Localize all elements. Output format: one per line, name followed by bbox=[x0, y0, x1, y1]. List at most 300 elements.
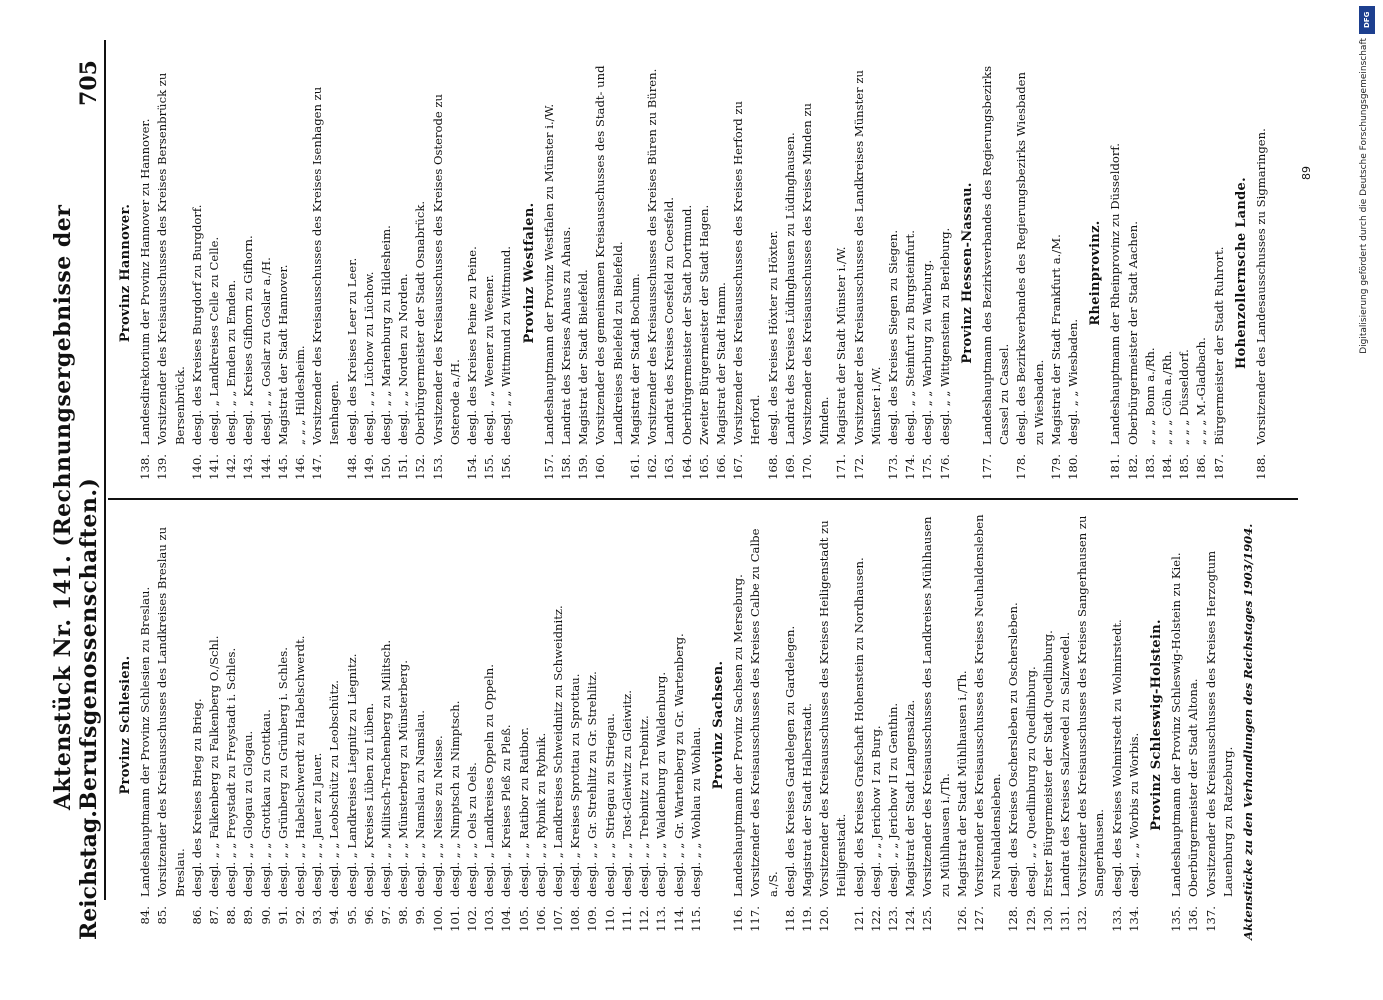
entry-number: 85. bbox=[155, 906, 170, 925]
entry-text: desgl. des Kreises Brieg zu Brieg. bbox=[189, 698, 204, 897]
list-item bbox=[258, 510, 275, 940]
list-item bbox=[816, 510, 850, 940]
section-heading: Rheinprovinz. bbox=[1088, 220, 1104, 326]
entry-text: desgl. „ „ Freystadt zu Freystadt i. Schles. bbox=[224, 647, 239, 897]
entry-number: 152. bbox=[413, 454, 428, 480]
entry-text: desgl. „ „ Quedlinburg zu Quedlinburg. bbox=[1023, 666, 1038, 897]
list-item bbox=[292, 510, 309, 940]
entry-text: Magistrat der Stadt Bochum. bbox=[627, 273, 642, 445]
entry-number: 130. bbox=[1040, 906, 1055, 932]
entry-number: 137. bbox=[1203, 906, 1218, 932]
entry-text: desgl. „ „ Worbis zu Worbis. bbox=[1126, 732, 1141, 897]
section-heading: Provinz Sachsen. bbox=[710, 660, 726, 790]
list-item bbox=[1125, 58, 1142, 488]
entry-text: Vorsitzender des Kreisausschusses des Landkreises Münster zu Münster i./W. bbox=[851, 70, 883, 445]
list-item bbox=[430, 510, 447, 940]
list-item bbox=[1142, 58, 1159, 488]
list-item bbox=[833, 58, 850, 488]
entry-number: 99. bbox=[413, 906, 428, 925]
entry-text: „ „ „ Bonn a./Rh. bbox=[1142, 347, 1157, 445]
entry-text: Vorsitzender des Kreisausschusses des Kreises Herzogtum Lauenburg zu Ratzeburg. bbox=[1203, 550, 1235, 897]
entry-number: 170. bbox=[799, 454, 814, 480]
entry-text: „ „ „ Cöln a./Rh. bbox=[1159, 350, 1174, 445]
entry-text: Landesdirektorium der Provinz Hannover zu Hannover. bbox=[138, 118, 153, 445]
entry-text: desgl. „ „ Jauer zu Jauer. bbox=[310, 752, 325, 897]
entry-text: desgl. „ Landkreises Oppeln zu Oppeln. bbox=[482, 664, 497, 897]
list-item bbox=[979, 58, 1013, 488]
entry-text: desgl. „ „ Warburg zu Warburg. bbox=[920, 259, 935, 445]
entry-number: 171. bbox=[834, 454, 849, 480]
list-item bbox=[498, 58, 515, 488]
entry-number: 129. bbox=[1023, 906, 1038, 932]
entry-number: 124. bbox=[903, 906, 918, 932]
entry-number: 143. bbox=[241, 454, 256, 480]
entry-text: desgl. „ „ Glogau zu Glogau. bbox=[241, 730, 256, 897]
entry-number: 182. bbox=[1125, 454, 1140, 480]
entry-number: 142. bbox=[224, 454, 239, 480]
list-item bbox=[309, 510, 326, 940]
entry-text: Vorsitzender des gemeinsamen Kreisausschusses des Stadt- und Landkreises Bielefeld zu Bielefeld. bbox=[593, 65, 625, 445]
entry-number: 175. bbox=[920, 454, 935, 480]
list-item bbox=[240, 510, 257, 940]
header-page-number: 705 bbox=[76, 60, 102, 106]
entry-number: 119. bbox=[799, 906, 814, 932]
entry-text: Magistrat der Stadt Langensalza. bbox=[903, 699, 918, 897]
entry-number: 146. bbox=[293, 454, 308, 480]
entry-text: Oberbürgermeister der Stadt Dortmund. bbox=[679, 204, 694, 445]
entry-text: desgl. des Kreises Wolmirstedt zu Wolmirstedt. bbox=[1109, 619, 1124, 897]
entry-text: desgl. „ „ Gr. Wartenberg zu Gr. Wartenberg. bbox=[671, 633, 686, 897]
list-item bbox=[154, 58, 188, 488]
entry-number: 172. bbox=[851, 454, 866, 480]
entry-text: desgl. „ Landkreises Schweidnitz zu Schweidnitz. bbox=[551, 605, 566, 897]
entry-number: 118. bbox=[782, 906, 797, 932]
list-item bbox=[533, 510, 550, 940]
entry-text: Magistrat der Stadt Bielefeld. bbox=[576, 269, 591, 445]
list-item bbox=[584, 510, 601, 940]
entry-number: 145. bbox=[275, 454, 290, 480]
entry-text: desgl. „ „ Steinfurt zu Burgsteinfurt. bbox=[903, 230, 918, 445]
entry-number: 93. bbox=[310, 906, 325, 925]
entry-text: desgl. „ „ Leobschütz zu Leobschütz. bbox=[327, 680, 342, 897]
entry-text: Zweiter Bürgermeister der Stadt Hagen. bbox=[696, 204, 711, 445]
entry-number: 140. bbox=[189, 454, 204, 480]
entry-number: 107. bbox=[551, 906, 566, 932]
entry-text: Landeshauptmann des Bezirksverbandes des Regierungsbezirks Cassel zu Cassel. bbox=[979, 65, 1012, 445]
entry-text: Bürgermeister der Stadt Ruhrort. bbox=[1211, 246, 1226, 445]
entry-number: 112. bbox=[637, 906, 652, 932]
list-item bbox=[713, 58, 730, 488]
column-divider bbox=[108, 498, 1298, 500]
list-item bbox=[1126, 510, 1143, 940]
entry-text: desgl. „ „ Norden zu Norden. bbox=[396, 273, 411, 445]
entry-number: 90. bbox=[258, 906, 273, 925]
entry-text: Magistrat der Stadt Hannover. bbox=[275, 264, 290, 445]
entry-text: desgl. „ „ Gr. Strehlitz zu Gr. Strehlitz. bbox=[585, 671, 600, 897]
entry-number: 126. bbox=[954, 906, 969, 932]
list-item bbox=[1253, 58, 1270, 488]
entry-text: desgl. „ „ Trebnitz zu Trebnitz. bbox=[637, 715, 652, 897]
entry-number: 128. bbox=[1006, 906, 1021, 932]
entry-text: Magistrat der Stadt Mühlhausen i./Th. bbox=[954, 670, 969, 897]
entry-number: 132. bbox=[1075, 906, 1090, 932]
entry-number: 84. bbox=[138, 906, 153, 925]
list-item bbox=[627, 58, 644, 488]
entry-number: 148. bbox=[344, 454, 359, 480]
list-item bbox=[919, 58, 936, 488]
entry-text: Vorsitzender des Kreisausschusses des Kreises Heiligenstadt zu Heiligenstadt. bbox=[817, 520, 849, 897]
entry-number: 188. bbox=[1254, 454, 1268, 480]
entry-number: 173. bbox=[885, 454, 900, 480]
entry-text: desgl. „ Landkreises Celle zu Celle. bbox=[207, 236, 222, 445]
list-item bbox=[344, 510, 361, 940]
section-heading: Provinz Westfalen. bbox=[521, 202, 537, 344]
left-column bbox=[112, 510, 1312, 940]
list-item bbox=[516, 510, 533, 940]
list-item bbox=[154, 510, 188, 940]
list-item bbox=[1185, 510, 1202, 940]
entry-text: Vorsitzender des Kreisausschusses des Kreises Büren zu Büren. bbox=[645, 68, 660, 445]
entry-text: Oberbürgermeister der Stadt Osnabrück. bbox=[413, 200, 428, 445]
entry-number: 103. bbox=[482, 906, 497, 932]
list-item bbox=[971, 510, 1005, 940]
entry-number: 133. bbox=[1109, 906, 1124, 932]
header-left: Reichstag. bbox=[76, 810, 102, 940]
entry-text: Erster Bürgermeister der Stadt Quedlinburg. bbox=[1040, 630, 1055, 897]
list-item bbox=[378, 58, 395, 488]
list-item bbox=[636, 510, 653, 940]
entry-number: 121. bbox=[851, 906, 866, 932]
list-item bbox=[447, 510, 464, 940]
list-item bbox=[782, 510, 799, 940]
list-item bbox=[275, 58, 292, 488]
list-item bbox=[361, 510, 378, 940]
entry-number: 164. bbox=[679, 454, 694, 480]
list-item bbox=[498, 510, 515, 940]
entry-text: desgl. „ Kreises Gifhorn zu Gifhorn. bbox=[241, 235, 256, 445]
entry-number: 154. bbox=[465, 454, 480, 480]
entry-number: 181. bbox=[1108, 454, 1123, 480]
entry-text: Landeshauptmann der Provinz Schleswig-Holstein zu Kiel. bbox=[1169, 552, 1184, 897]
entry-number: 156. bbox=[499, 454, 514, 480]
entry-number: 89. bbox=[241, 906, 256, 925]
list-item bbox=[661, 58, 678, 488]
entry-text: desgl. des Kreises Grafschaft Hohenstein zu Nordhausen. bbox=[851, 557, 866, 897]
list-item bbox=[1065, 58, 1082, 488]
entry-text: Vorsitzender des Landesausschusses zu Sigmaringen. bbox=[1254, 128, 1268, 445]
entry-number: 88. bbox=[224, 906, 239, 925]
entry-text: desgl. „ Kreises Pleß zu Pleß. bbox=[499, 724, 514, 897]
entry-text: desgl. „ „ Tost-Gleiwitz zu Gleiwitz. bbox=[619, 690, 634, 897]
list-item bbox=[1168, 510, 1185, 940]
entry-text: Vorsitzender des Kreisausschusses des Kreises Isenhagen zu Isenhagen. bbox=[310, 86, 342, 445]
list-item bbox=[653, 510, 670, 940]
entry-text: desgl. „ „ Ratibor zu Ratibor. bbox=[516, 727, 531, 897]
list-item bbox=[344, 58, 361, 488]
list-item bbox=[550, 510, 567, 940]
entry-text: Vorsitzender des Kreisausschusses des Kreises Bersenbrück zu Bersenbrück. bbox=[155, 72, 187, 445]
entry-text: desgl. „ „ Münsterberg zu Münsterberg. bbox=[396, 660, 411, 897]
entry-text: „ „ „ Hildesheim. bbox=[293, 345, 308, 445]
list-item bbox=[1193, 58, 1210, 488]
list-item bbox=[378, 510, 395, 940]
section-heading: Provinz Schlesien. bbox=[118, 655, 133, 795]
section-heading: Provinz Hessen-Nassau. bbox=[959, 182, 975, 364]
entry-text: Vorsitzender des Kreisausschusses des Kreises Sangerhausen zu Sangerhausen. bbox=[1075, 515, 1107, 897]
entry-number: 135. bbox=[1169, 906, 1184, 932]
list-item bbox=[902, 58, 919, 488]
entry-number: 98. bbox=[396, 906, 411, 925]
entry-number: 91. bbox=[275, 906, 290, 925]
list-item bbox=[688, 510, 705, 940]
list-item bbox=[1048, 58, 1065, 488]
entry-number: 97. bbox=[379, 906, 394, 925]
list-item bbox=[1107, 58, 1124, 488]
entry-number: 159. bbox=[576, 454, 591, 480]
list-item bbox=[541, 58, 558, 488]
entry-number: 109. bbox=[585, 906, 600, 932]
entry-text: desgl. des Bezirksverbandes des Regierungsbezirks Wiesbaden zu Wiesbaden. bbox=[1014, 72, 1046, 445]
entry-text: desgl. „ „ Wohlau zu Wohlau. bbox=[688, 726, 703, 897]
entry-number: 165. bbox=[696, 454, 711, 480]
list-item bbox=[309, 58, 343, 488]
section-heading: Provinz Schleswig-Holstein. bbox=[1148, 619, 1164, 831]
list-item bbox=[1013, 58, 1047, 488]
list-item bbox=[799, 58, 833, 488]
entry-text: desgl. „ „ Waldenburg zu Waldenburg. bbox=[654, 671, 669, 897]
list-item bbox=[275, 510, 292, 940]
list-item bbox=[189, 510, 206, 940]
list-item bbox=[851, 510, 868, 940]
entry-text: Magistrat der Stadt Münster i./W. bbox=[834, 246, 849, 445]
entry-text: desgl. des Kreises Höxter zu Höxter. bbox=[765, 230, 780, 445]
entry-number: 178. bbox=[1014, 454, 1029, 480]
page-header bbox=[50, 60, 102, 940]
entry-number: 166. bbox=[713, 454, 728, 480]
entry-number: 120. bbox=[817, 906, 832, 932]
entry-number: 117. bbox=[748, 906, 763, 932]
list-item bbox=[292, 58, 309, 488]
list-item bbox=[671, 510, 688, 940]
entry-text: desgl. „ „ Lüchow zu Lüchow. bbox=[361, 271, 376, 445]
list-item bbox=[223, 58, 240, 488]
entry-number: 185. bbox=[1177, 454, 1192, 480]
entry-number: 163. bbox=[662, 454, 677, 480]
entry-text: desgl. „ „ Jerichow I zu Burg. bbox=[868, 725, 883, 897]
entry-number: 168. bbox=[765, 454, 780, 480]
entry-text: „ „ „ M.-Gladbach. bbox=[1194, 337, 1209, 445]
entry-number: 100. bbox=[430, 906, 445, 932]
entry-number: 186. bbox=[1194, 454, 1209, 480]
entry-text: desgl. „ Kreises Lüben zu Lüben. bbox=[361, 702, 376, 897]
list-item bbox=[481, 510, 498, 940]
list-item bbox=[412, 58, 429, 488]
entry-number: 136. bbox=[1186, 906, 1201, 932]
list-item bbox=[558, 58, 575, 488]
dfg-logo: DFG bbox=[1359, 6, 1375, 34]
entry-text: desgl. „ „ Emden zu Emden. bbox=[224, 279, 239, 445]
list-item bbox=[747, 510, 781, 940]
entry-number: 179. bbox=[1048, 454, 1063, 480]
list-item bbox=[326, 510, 343, 940]
entry-number: 177. bbox=[979, 454, 994, 480]
entry-number: 139. bbox=[155, 454, 170, 480]
list-item bbox=[206, 510, 223, 940]
list-item bbox=[137, 58, 154, 488]
list-item bbox=[430, 58, 464, 488]
entry-number: 104. bbox=[499, 906, 514, 932]
entry-number: 92. bbox=[293, 906, 308, 925]
entry-number: 115. bbox=[688, 906, 703, 932]
entry-number: 86. bbox=[189, 906, 204, 925]
entry-text: desgl. „ „ Wiesbaden. bbox=[1065, 318, 1080, 445]
entry-number: 95. bbox=[344, 906, 359, 925]
entry-text: Magistrat der Stadt Halberstadt. bbox=[799, 703, 814, 897]
entry-text: Vorsitzender des Kreisausschusses des Landkreises Mühlhausen zu Mühlhausen i./Th. bbox=[920, 516, 952, 897]
entry-number: 174. bbox=[903, 454, 918, 480]
entry-number: 131. bbox=[1057, 906, 1072, 932]
entry-text: Landrat des Kreises Salzwedel zu Salzwedel. bbox=[1057, 632, 1072, 897]
entry-text: Landeshauptmann der Provinz Westfalen zu Münster i./W. bbox=[541, 103, 556, 445]
list-item bbox=[696, 58, 713, 488]
list-item bbox=[592, 58, 626, 488]
entry-text: desgl. des Kreises Gardelegen zu Gardelegen. bbox=[782, 625, 797, 897]
entry-text: desgl. „ „ Striegau zu Striegau. bbox=[602, 713, 617, 897]
list-item bbox=[602, 510, 619, 940]
entry-number: 106. bbox=[533, 906, 548, 932]
entry-number: 158. bbox=[559, 454, 574, 480]
entry-text: desgl. „ „ Oels zu Oels. bbox=[465, 762, 480, 897]
entry-number: 94. bbox=[327, 906, 342, 925]
entry-text: desgl. „ „ Marienburg zu Hildesheim. bbox=[379, 225, 394, 445]
right-column bbox=[112, 58, 1312, 488]
entry-text: Vorsitzender des Kreisausschusses des Landkreises Breslau zu Breslau. bbox=[155, 526, 187, 897]
entry-number: 160. bbox=[593, 454, 608, 480]
entry-number: 111. bbox=[619, 906, 634, 932]
list-item bbox=[799, 510, 816, 940]
entry-number: 105. bbox=[516, 906, 531, 932]
entry-text: desgl. „ „ Weener zu Weener. bbox=[482, 274, 497, 445]
entry-number: 157. bbox=[541, 454, 556, 480]
list-item bbox=[782, 58, 799, 488]
list-item bbox=[1005, 510, 1022, 940]
entry-number: 183. bbox=[1142, 454, 1157, 480]
list-item bbox=[189, 58, 206, 488]
list-item bbox=[223, 510, 240, 940]
entry-text: desgl. „ „ Falkenberg zu Falkenberg O./Schl. bbox=[207, 635, 222, 897]
entry-number: 155. bbox=[482, 454, 497, 480]
entry-text: Magistrat der Stadt Hamm. bbox=[713, 282, 728, 445]
entry-text: desgl. „ „ Habelschwerdt zu Habelschwerdt. bbox=[293, 635, 308, 897]
list-item bbox=[765, 58, 782, 488]
digitization-sidebar bbox=[1357, 4, 1377, 994]
entry-text: Oberbürgermeister der Stadt Aachen. bbox=[1125, 221, 1140, 445]
entry-number: 127. bbox=[971, 906, 986, 932]
digitization-note: Digitalisierung gefördert durch die Deutsche Forschungsgemeinschaft bbox=[1359, 38, 1369, 354]
list-item bbox=[954, 510, 971, 940]
entry-text: desgl. „ „ Grünberg zu Grünberg i. Schles. bbox=[275, 647, 290, 897]
entry-number: 123. bbox=[885, 906, 900, 932]
section-heading: Provinz Hannover. bbox=[118, 203, 133, 343]
entry-text: Vorsitzender des Kreisausschusses des Kreises Minden zu Minden. bbox=[799, 102, 832, 445]
entry-text: desgl. des Kreises Oschersleben zu Oschersleben. bbox=[1006, 602, 1021, 897]
entry-text: desgl. „ „ Goslar zu Goslar a./H. bbox=[258, 257, 273, 445]
list-item bbox=[919, 510, 953, 940]
list-item bbox=[464, 58, 481, 488]
header-rule bbox=[104, 40, 106, 900]
entry-text: desgl. des Kreises Peine zu Peine. bbox=[465, 246, 480, 445]
entry-number: 180. bbox=[1065, 454, 1080, 480]
entry-text: desgl. „ „ Jerichow II zu Genthin. bbox=[885, 702, 900, 897]
entry-number: 134. bbox=[1126, 906, 1141, 932]
entry-text: Vorsitzender des Kreisausschusses des Kreises Osterode zu Osterode a./H. bbox=[430, 93, 462, 445]
entry-number: 150. bbox=[379, 454, 394, 480]
entry-number: 113. bbox=[654, 906, 669, 932]
list-item bbox=[1159, 58, 1176, 488]
entry-number: 149. bbox=[361, 454, 376, 480]
entry-text: Landrat des Kreises Lüdinghausen zu Lüdinghausen. bbox=[782, 132, 797, 445]
entry-text: Landrat des Kreises Coesfeld zu Coesfeld. bbox=[662, 197, 677, 445]
entry-text: Oberbürgermeister der Stadt Altona. bbox=[1186, 678, 1201, 897]
entry-text: desgl. des Kreises Leer zu Leer. bbox=[344, 257, 359, 445]
list-item bbox=[1074, 510, 1108, 940]
list-item bbox=[464, 510, 481, 940]
entry-text: desgl. „ „ Nimptsch zu Nimptsch. bbox=[447, 700, 462, 897]
entry-number: 141. bbox=[207, 454, 222, 480]
section-heading: Hohenzollernsche Lande. bbox=[1233, 177, 1249, 369]
entry-text: desgl. „ Landkreises Liegnitz zu Liegnitz. bbox=[344, 653, 359, 897]
entry-number: 116. bbox=[731, 906, 746, 932]
entry-number: 153. bbox=[430, 454, 445, 480]
entry-text: desgl. des Kreises Siegen zu Siegen. bbox=[885, 229, 900, 445]
entry-number: 144. bbox=[258, 454, 273, 480]
entry-number: 114. bbox=[671, 906, 686, 932]
entry-number: 110. bbox=[602, 906, 617, 932]
entry-text: Landrat des Kreises Ahaus zu Ahaus. bbox=[559, 226, 574, 445]
list-item bbox=[258, 58, 275, 488]
list-item bbox=[937, 58, 954, 488]
list-item bbox=[412, 510, 429, 940]
list-item bbox=[868, 510, 885, 940]
list-item bbox=[902, 510, 919, 940]
entry-number: 108. bbox=[568, 906, 583, 932]
list-item bbox=[885, 510, 902, 940]
entry-text: Vorsitzender des Kreisausschusses des Kreises Neuhaldensleben zu Neuhaldensleben. bbox=[971, 514, 1004, 897]
entry-number: 151. bbox=[396, 454, 411, 480]
entry-text: Landeshauptmann der Rheinprovinz zu Düsseldorf. bbox=[1108, 143, 1123, 445]
entry-text: Vorsitzender des Kreisausschusses des Kreises Calbe zu Calbe a./S. bbox=[748, 528, 780, 897]
list-item bbox=[885, 58, 902, 488]
entry-text: Landeshauptmann der Provinz Sachsen zu Merseburg. bbox=[731, 574, 746, 897]
entry-number: 162. bbox=[645, 454, 660, 480]
entry-text: desgl. „ „ Militsch-Trachenberg zu Militsch. bbox=[379, 639, 394, 897]
entry-number: 147. bbox=[310, 454, 325, 480]
entry-text: desgl. „ „ Wittmund zu Wittmund. bbox=[499, 246, 514, 445]
entry-text: desgl. „ „ Wittgenstein zu Berleburg. bbox=[937, 227, 952, 445]
list-item bbox=[1057, 510, 1074, 940]
list-item bbox=[730, 510, 747, 940]
entry-text: desgl. „ „ Grottkau zu Grottkau. bbox=[258, 709, 273, 897]
list-item bbox=[395, 510, 412, 940]
list-item bbox=[567, 510, 584, 940]
header-title: Aktenstück Nr. 141. (Rechnungsergebnisse der Berufsgenossenschaften.) bbox=[50, 204, 102, 811]
list-item bbox=[1040, 510, 1057, 940]
list-item bbox=[481, 58, 498, 488]
list-item bbox=[1176, 58, 1193, 488]
list-item bbox=[851, 58, 885, 488]
entry-text: desgl. „ „ Neisse zu Neisse. bbox=[430, 735, 445, 897]
list-item bbox=[1203, 510, 1237, 940]
